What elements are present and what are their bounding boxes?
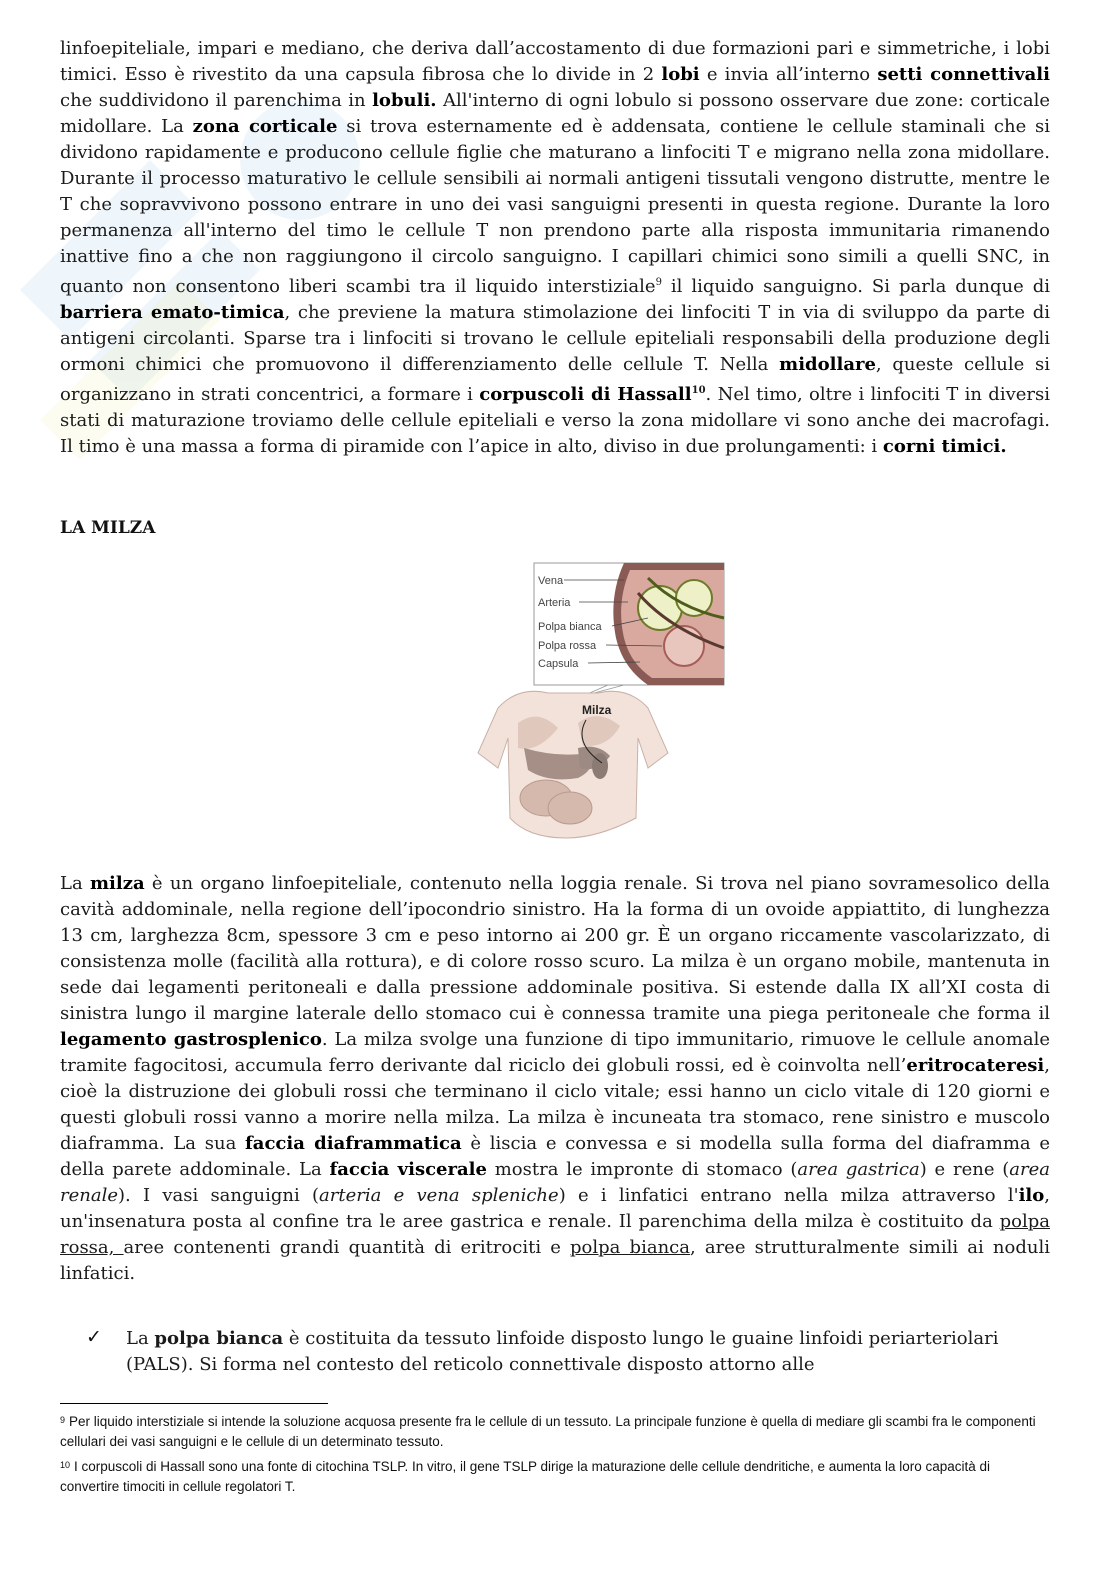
label-polpa-bianca: Polpa bianca xyxy=(538,621,602,633)
paragraph-spleen: La milza è un organo linfoepiteliale, contenuto nella loggia renale. Si trova nel piano sovramesolico della cavità addominale, nella regione dell’ipocondrio sinistro. Ha la forma di un ovoide appiattito, di lunghezza 13 cm, larghezza 8cm, spessore 3 cm e peso intorno ai 200 gr. È un organo riccamente vascolarizzato, di consistenza molle (facilità alla rottura), e di colore rosso scuro. La milza è un organo mobile, mantenuta in sede dai legamenti peritoneali e dalla pressione addominale positiva. Si estende dalla IX all’XI costa di sinistra lungo il margine laterale dello stomaco cui è connessa tramite una piega peritoneale che forma il legamento gastrosplenico. La milza svolge una funzione di tipo immunitario, rimuove le cellule anomale tramite fagocitosi, accumula ferro derivante dal riciclo dei globuli rossi, ed è coinvolta nell’eritrocateresi, cioè la distruzione dei globuli rossi che terminano il ciclo vitale; essi hanno un ciclo vitale di 120 giorni e questi globuli rossi vanno a morire nella milza. La milza è incuneata tra stomaco, rene sinistro e muscolo diaframma. La sua faccia diaframmatica è liscia e convessa e si modella sulla forma del diaframma e della parete addominale. La faccia viscerale mostra le impronte di stomaco (area gastrica) e rene (area renale). I vasi sanguigni (arteria e vena spleniche) e i linfatici entrano nella milza attraverso l'ilo, un'insenatura posta al confine tra le aree gastrica e renale. Il parenchima della milza è costituito da polpa rossa, aree contenenti grandi quantità di eritrociti e polpa bianca, aree strutturalmente simili ai noduli linfatici. xyxy=(60,873,1051,1284)
section-heading: LA MILZA xyxy=(60,518,156,538)
footnote-10: $^{10}$ I corpuscoli di Hassall sono una fonte di citochina TSLP. In vitro, il gene TSLP dirige la maturazione delle cellule dendritiche, e aumenta la loro capacità di convertire timociti in cellule regolatori T. xyxy=(60,1459,991,1494)
footnote-ref-9[interactable]: 9 xyxy=(655,277,662,288)
footnote-separator xyxy=(60,1403,328,1404)
checkmark-icon: ✓ xyxy=(86,1326,102,1348)
footnote-9: $^9$ Per liquido interstiziale si intende la soluzione acquosa presente fra le cellule di un tessuto. La principale funzione è quella di mediare gli scambi fra le componenti cellulari dei vasi sanguigni e le cellule di un determinato tessuto. xyxy=(60,1414,1036,1449)
label-polpa-rossa: Polpa rossa xyxy=(538,640,597,652)
spleen-section-illustration xyxy=(613,563,724,685)
bullet-text: La polpa bianca è costituita da tessuto linfoide disposto lungo le guaine linfoidi periarteriolari (PALS). Si forma nel contesto del reticolo connettivale disposto attorno alle xyxy=(126,1328,999,1375)
paragraph-thymus: linfoepiteliale, impari e mediano, che deriva dall’accostamento di due formazioni pari e simmetriche, i lobi timici. Esso è rivestito da una capsula fibrosa che lo divide in 2 lobi e invia all’interno setti connettivali che suddividono il parenchima in lobuli. All'interno di ogni lobulo si possono osservare due zone: corticale midollare. La zona corticale si trova esternamente ed è addensata, contiene le cellule staminali che si dividono rapidamente e producono cellule figlie che maturano a linfociti T e migrano nella zona midollare. Durante il processo maturativo le cellule sensibili ai normali antigeni tissutali vengono distrutte, mentre le T che sopravvivono possono entrare in uno dei vasi sanguigni presenti in questa regione. Durante la loro permanenza all'interno del timo le cellule T non prendono parte alla risposta immunitaria rimanendo inattive fino a che non raggiungono il circolo sanguigno. I capillari chimici sono simili a quelli SNC, in quanto non consentono liberi scambi tra il liquido interstiziale$^9$ il liquido sanguigno. Si parla dunque di barriera emato-timica, che previene la matura stimolazione dei linfociti T in via di sviluppo da parte di antigeni circolanti. Sparse tra i linfociti si trovano le cellule epiteliali responsabili della produzione degli ormoni chimici che promuovono il differenziamento delle cellule T. Nella midollare, queste cellule si organizzano in strati concentrici, a formare i corpuscoli di Hassall$^{10}$. Nel timo, oltre i linfociti T in diversi stati di maturazione troviamo delle cellule epiteliali e verso la zona midollare vi sono anche dei macrofagi. Il timo è una massa a forma di piramide con l’apice in alto, diviso in due prolungamenti: i corni timici. xyxy=(60,38,1051,457)
footnote-ref-10[interactable]: 10 xyxy=(691,385,706,396)
label-capsula: Capsula xyxy=(538,658,579,670)
label-milza: Milza xyxy=(582,703,612,717)
label-vena: Vena xyxy=(538,575,564,587)
torso-illustration xyxy=(478,691,668,838)
label-arteria: Arteria xyxy=(538,597,571,609)
spleen-anatomy-figure xyxy=(448,558,738,848)
